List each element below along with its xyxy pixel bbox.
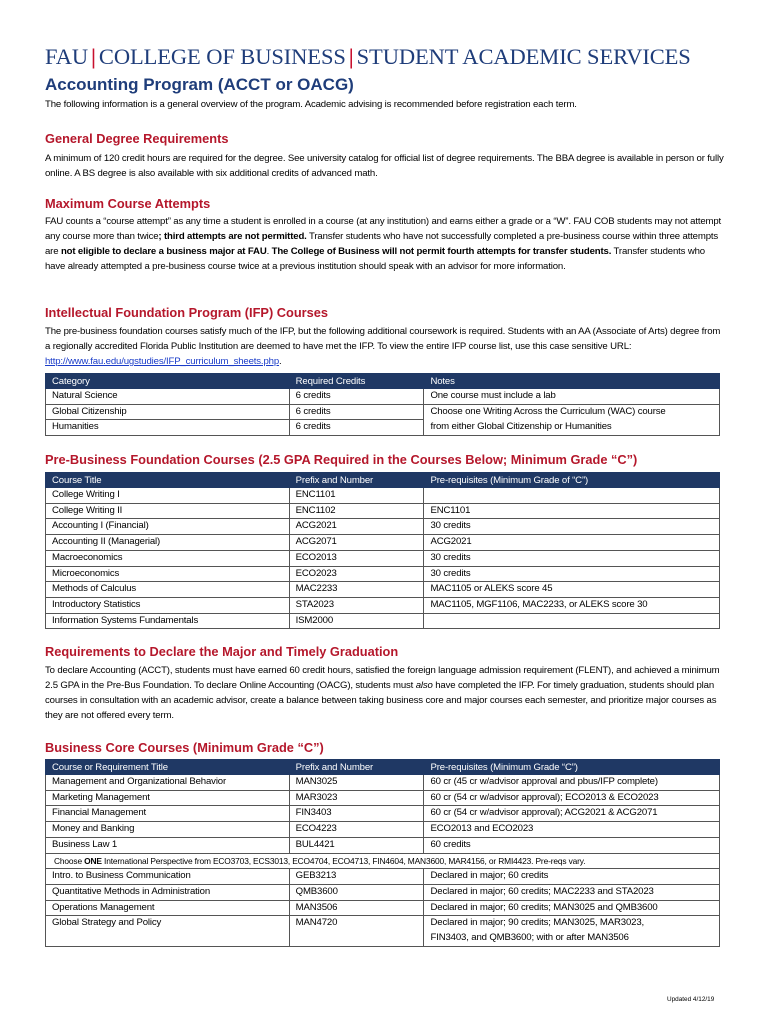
table-cell: 60 credits — [424, 837, 720, 853]
column-header: Prefix and Number — [289, 760, 424, 775]
table-cell: Information Systems Fundamentals — [46, 613, 290, 629]
table-cell: 60 cr (54 cr w/advisor approval); ACG2021 & ACG2071 — [424, 806, 720, 822]
table-row — [46, 389, 720, 405]
table-row — [46, 597, 720, 613]
table-cell: Operations Management — [46, 900, 290, 916]
table-cell — [424, 613, 720, 629]
attempts-t3: . — [266, 246, 272, 257]
table-cell: Microeconomics — [46, 566, 290, 582]
table-header-row — [46, 760, 720, 775]
table-row — [46, 775, 720, 791]
table-cell: Business Law 1 — [46, 837, 290, 853]
table-cell: Declared in major; 60 credits; MAN3025 and QMB3600 — [424, 900, 720, 916]
table-cell: MAC1105, MGF1106, MAC2233, or ALEKS score 30 — [424, 597, 720, 613]
table-cell: from either Global Citizenship or Humanities — [424, 420, 720, 436]
attempts-text — [45, 214, 725, 274]
table-cell: Introductory Statistics — [46, 597, 290, 613]
general-heading: General Degree Requirements — [45, 131, 229, 146]
column-header: Category — [46, 374, 290, 389]
table-cell: ENC1102 — [289, 503, 424, 519]
table-cell: 30 credits — [424, 566, 720, 582]
table-row — [46, 853, 720, 869]
table-cell: Financial Management — [46, 806, 290, 822]
table-cell: GEB3213 — [289, 869, 424, 885]
table-cell: Global Citizenship — [46, 404, 290, 420]
table-row — [46, 404, 720, 420]
table-row — [46, 488, 720, 504]
table-cell: ACG2021 — [289, 519, 424, 535]
prereq-line-1: Declared in major; 90 credits; MAN3025, MAR3023, — [430, 917, 645, 929]
prebus-heading: Pre-Business Foundation Courses (2.5 GPA Required in the Courses Below; Minimum Grade “C”) — [45, 452, 638, 467]
general-text: A minimum of 120 credit hours are required for the degree. See university catalog for official list of degree requirements. The BBA degree is available in person or fully online. A BS degree is also available with six additional credits of advanced math. — [45, 153, 724, 179]
updated-date: Updated 4/12/19 — [667, 996, 715, 1003]
table-row — [46, 503, 720, 519]
attempts-heading: Maximum Course Attempts — [45, 196, 211, 211]
table-cell: MAN4720 — [289, 916, 424, 946]
table-row — [46, 613, 720, 629]
table-cell: Natural Science — [46, 389, 290, 405]
header-college: COLLEGE OF BUSINESS — [98, 44, 346, 69]
table-cell: ECO2013 and ECO2023 — [424, 822, 720, 838]
column-header: Required Credits — [289, 374, 424, 389]
table-cell: MAC1105 or ALEKS score 45 — [424, 582, 720, 598]
table-cell: College Writing I — [46, 488, 290, 504]
table-cell: Intro. to Business Communication — [46, 869, 290, 885]
prebus-table — [45, 472, 720, 629]
attempts-b1: ; third attempts are not permitted. — [158, 231, 307, 242]
table-cell: ECO4223 — [289, 822, 424, 838]
ifp-text-body: The pre-business foundation courses satisfy much of the IFP, but the following additional coursework is required. Students with an AA (Associate of Arts) degree from a regionally accredited Florida Public Institution are deemed to have met the IFP. To view the entire IFP course list, use this case sensitive URL: — [45, 326, 721, 352]
ifp-table — [45, 373, 720, 436]
table-cell: FIN3403 — [289, 806, 424, 822]
choose-post: International Perspective from ECO3703, ECS3013, ECO4704, ECO4713, FIN4604, MAN3600, MAR4156, or RMI4423. Pre-reqs vary. — [101, 855, 586, 866]
intro-text: The following information is a general overview of the program. Academic advising is recommended before registration each term. — [45, 99, 577, 110]
table-cell: ENC1101 — [424, 503, 720, 519]
attempts-t1: FAU counts a “course attempt” as any time a student is enrolled in a course (at any institution) and earns either a grade or a “W”. FAU COB students may not attempt any course more than twice — [45, 216, 722, 242]
column-header: Pre-requisites (Minimum Grade “C”) — [424, 760, 720, 775]
core-table-body-a — [46, 775, 720, 854]
declare-t1: To declare Accounting (ACCT), students must have earned 60 credit hours, satisfied the foreign language admission requirement (FLENT), and achieved a minimum 2.5 GPA in the Pre-Bus Foundation. To declare Online Accounting (OACG), students must — [45, 665, 720, 691]
table-row — [46, 566, 720, 582]
column-header: Prefix and Number — [289, 473, 424, 488]
table-row — [46, 806, 720, 822]
choose-pre: Choose — [54, 855, 85, 866]
table-row — [46, 420, 720, 436]
prereq-line-2: FIN3403, and QMB3600; with or after MAN3506 — [430, 932, 629, 944]
table-row — [46, 519, 720, 535]
attempts-b2: not eligible to declare a business major at FAU — [60, 246, 267, 257]
table-cell: ECO2013 — [289, 550, 424, 566]
attempts-t4: Transfer students who have already attempted a pre-business course twice at a previous institution should speak with an advisor for more information. — [45, 246, 705, 272]
core-table-body-b — [46, 869, 720, 916]
column-header: Pre-requisites (Minimum Grade of “C”) — [424, 473, 720, 488]
declare-t2: have completed the IFP. For timely graduation, students should plan courses in consultation with an academic advisor, create a balance between taking business core and major courses each semester, and prioritize major courses as they are not offered every term. — [45, 680, 717, 721]
prebus-table-body — [46, 488, 720, 629]
column-header: Course or Requirement Title — [46, 760, 290, 775]
table-cell: ECO2023 — [289, 566, 424, 582]
table-cell: Quantitative Methods in Administration — [46, 884, 290, 900]
declare-heading: Requirements to Declare the Major and Timely Graduation — [45, 644, 399, 659]
table-row — [46, 550, 720, 566]
table-cell: Humanities — [46, 420, 290, 436]
table-cell: ISM2000 — [289, 613, 424, 629]
table-row — [46, 916, 720, 946]
table-cell: 60 cr (45 cr w/advisor approval and pbus/IFP complete) — [424, 775, 720, 791]
table-cell: MAN3506 — [289, 900, 424, 916]
declare-text — [45, 663, 725, 723]
table-cell: MAN3025 — [289, 775, 424, 791]
table-cell: Accounting II (Managerial) — [46, 535, 290, 551]
table-cell: Methods of Calculus — [46, 582, 290, 598]
table-cell: ENC1101 — [289, 488, 424, 504]
table-cell: Marketing Management — [46, 790, 290, 806]
table-cell: ACG2071 — [289, 535, 424, 551]
attempts-t2: Transfer students who have not successfully completed a pre-business course within three attempts are — [45, 231, 719, 257]
header-separator-1: | — [91, 44, 96, 69]
page-header — [45, 44, 745, 70]
table-cell: Money and Banking — [46, 822, 290, 838]
table-cell: Global Strategy and Policy — [46, 916, 290, 946]
table-cell: 60 cr (54 cr w/advisor approval); ECO2013 & ECO2023 — [424, 790, 720, 806]
column-header: Notes — [424, 374, 720, 389]
table-cell: Declared in major; 60 credits; MAC2233 and STA2023 — [424, 884, 720, 900]
attempts-b3: The College of Business will not permit fourth attempts for transfer students. — [271, 246, 612, 257]
table-row — [46, 790, 720, 806]
table-cell: Choose one Writing Across the Curriculum (WAC) course — [424, 404, 720, 420]
table-cell: STA2023 — [289, 597, 424, 613]
table-cell: BUL4421 — [289, 837, 424, 853]
table-row — [46, 837, 720, 853]
table-row — [46, 884, 720, 900]
ifp-url-suffix: . — [279, 356, 282, 367]
table-row — [46, 822, 720, 838]
table-cell — [424, 916, 720, 946]
choose-bold: ONE — [84, 855, 102, 866]
international-perspective-note — [46, 853, 720, 869]
table-cell: QMB3600 — [289, 884, 424, 900]
table-cell: 30 credits — [424, 550, 720, 566]
table-cell: College Writing II — [46, 503, 290, 519]
table-row — [46, 535, 720, 551]
table-cell: Declared in major; 60 credits — [424, 869, 720, 885]
declare-i1: also — [415, 680, 433, 691]
header-separator-2: | — [348, 44, 354, 69]
core-heading: Business Core Courses (Minimum Grade “C”) — [45, 740, 324, 755]
ifp-curriculum-link[interactable]: http://www.fau.edu/ugstudies/IFP_curriculum_sheets.php — [45, 356, 280, 367]
core-table — [45, 759, 720, 947]
table-row — [46, 869, 720, 885]
column-header: Course Title — [46, 473, 290, 488]
table-cell: MAC2233 — [289, 582, 424, 598]
table-cell: 30 credits — [424, 519, 720, 535]
table-header-row — [46, 473, 720, 488]
table-cell: ACG2021 — [424, 535, 720, 551]
page-title: Accounting Program (ACCT or OACG) — [45, 75, 354, 94]
table-cell: 6 credits — [289, 404, 424, 420]
table-cell: 6 credits — [289, 420, 424, 436]
table-cell: Accounting I (Financial) — [46, 519, 290, 535]
ifp-text — [45, 324, 725, 369]
table-cell: One course must include a lab — [424, 389, 720, 405]
table-cell: MAR3023 — [289, 790, 424, 806]
table-cell: Management and Organizational Behavior — [46, 775, 290, 791]
header-fau: FAU — [45, 44, 89, 69]
header-services: STUDENT ACADEMIC SERVICES — [356, 44, 691, 69]
table-cell — [424, 488, 720, 504]
table-cell: 6 credits — [289, 389, 424, 405]
table-row — [46, 900, 720, 916]
table-header-row — [46, 374, 720, 389]
ifp-heading: Intellectual Foundation Program (IFP) Courses — [45, 305, 328, 320]
table-cell: Macroeconomics — [46, 550, 290, 566]
table-row — [46, 582, 720, 598]
